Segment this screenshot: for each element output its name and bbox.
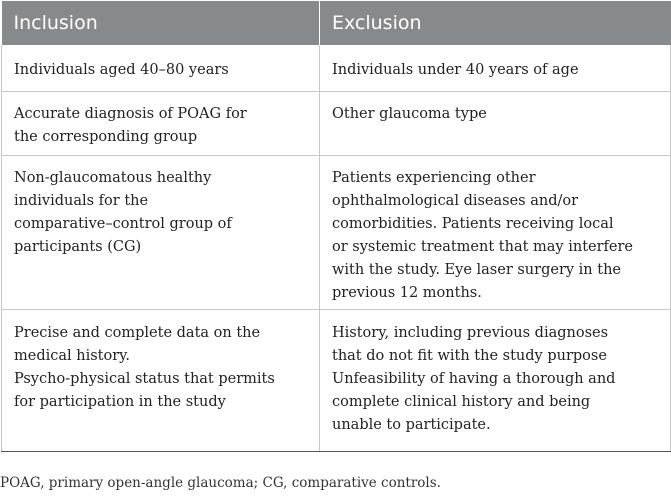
table-footnote: POAG, primary open-angle glaucoma; CG, comparative controls.: [0, 475, 441, 491]
table-row: [2, 91, 671, 155]
exclusion-cell: Individuals under 40 years of age: [320, 45, 671, 91]
inclusion-cell: Individuals aged 40–80 years: [2, 45, 320, 91]
inclusion-cell: Accurate diagnosis of POAG for the corresponding group: [2, 91, 320, 155]
header-inclusion: Inclusion: [2, 1, 320, 45]
inclusion-cell: Precise and complete data on the medical history. Psycho-physical status that permits for participation in the study: [2, 309, 320, 451]
exclusion-cell: Patients experiencing other ophthalmological diseases and/or comorbidities. Patients receiving local or systemic treatment that may interfere with the study. Eye laser surgery in the previous 12 months.: [320, 155, 671, 309]
table-row: [2, 309, 671, 451]
header-exclusion: Exclusion: [320, 1, 671, 45]
inclusion-cell: Non-glaucomatous healthy individuals for the comparative–control group of participants (CG): [2, 155, 320, 309]
exclusion-cell: Other glaucoma type: [320, 91, 671, 155]
exclusion-cell: History, including previous diagnoses that do not fit with the study purpose Unfeasibility of having a thorough and complete clinical history and being unable to participate.: [320, 309, 671, 451]
table-row: [2, 45, 671, 91]
criteria-table-container: [1, 1, 670, 452]
table-row: [2, 155, 671, 309]
table-header-row: [2, 1, 671, 45]
criteria-table: [1, 1, 671, 452]
